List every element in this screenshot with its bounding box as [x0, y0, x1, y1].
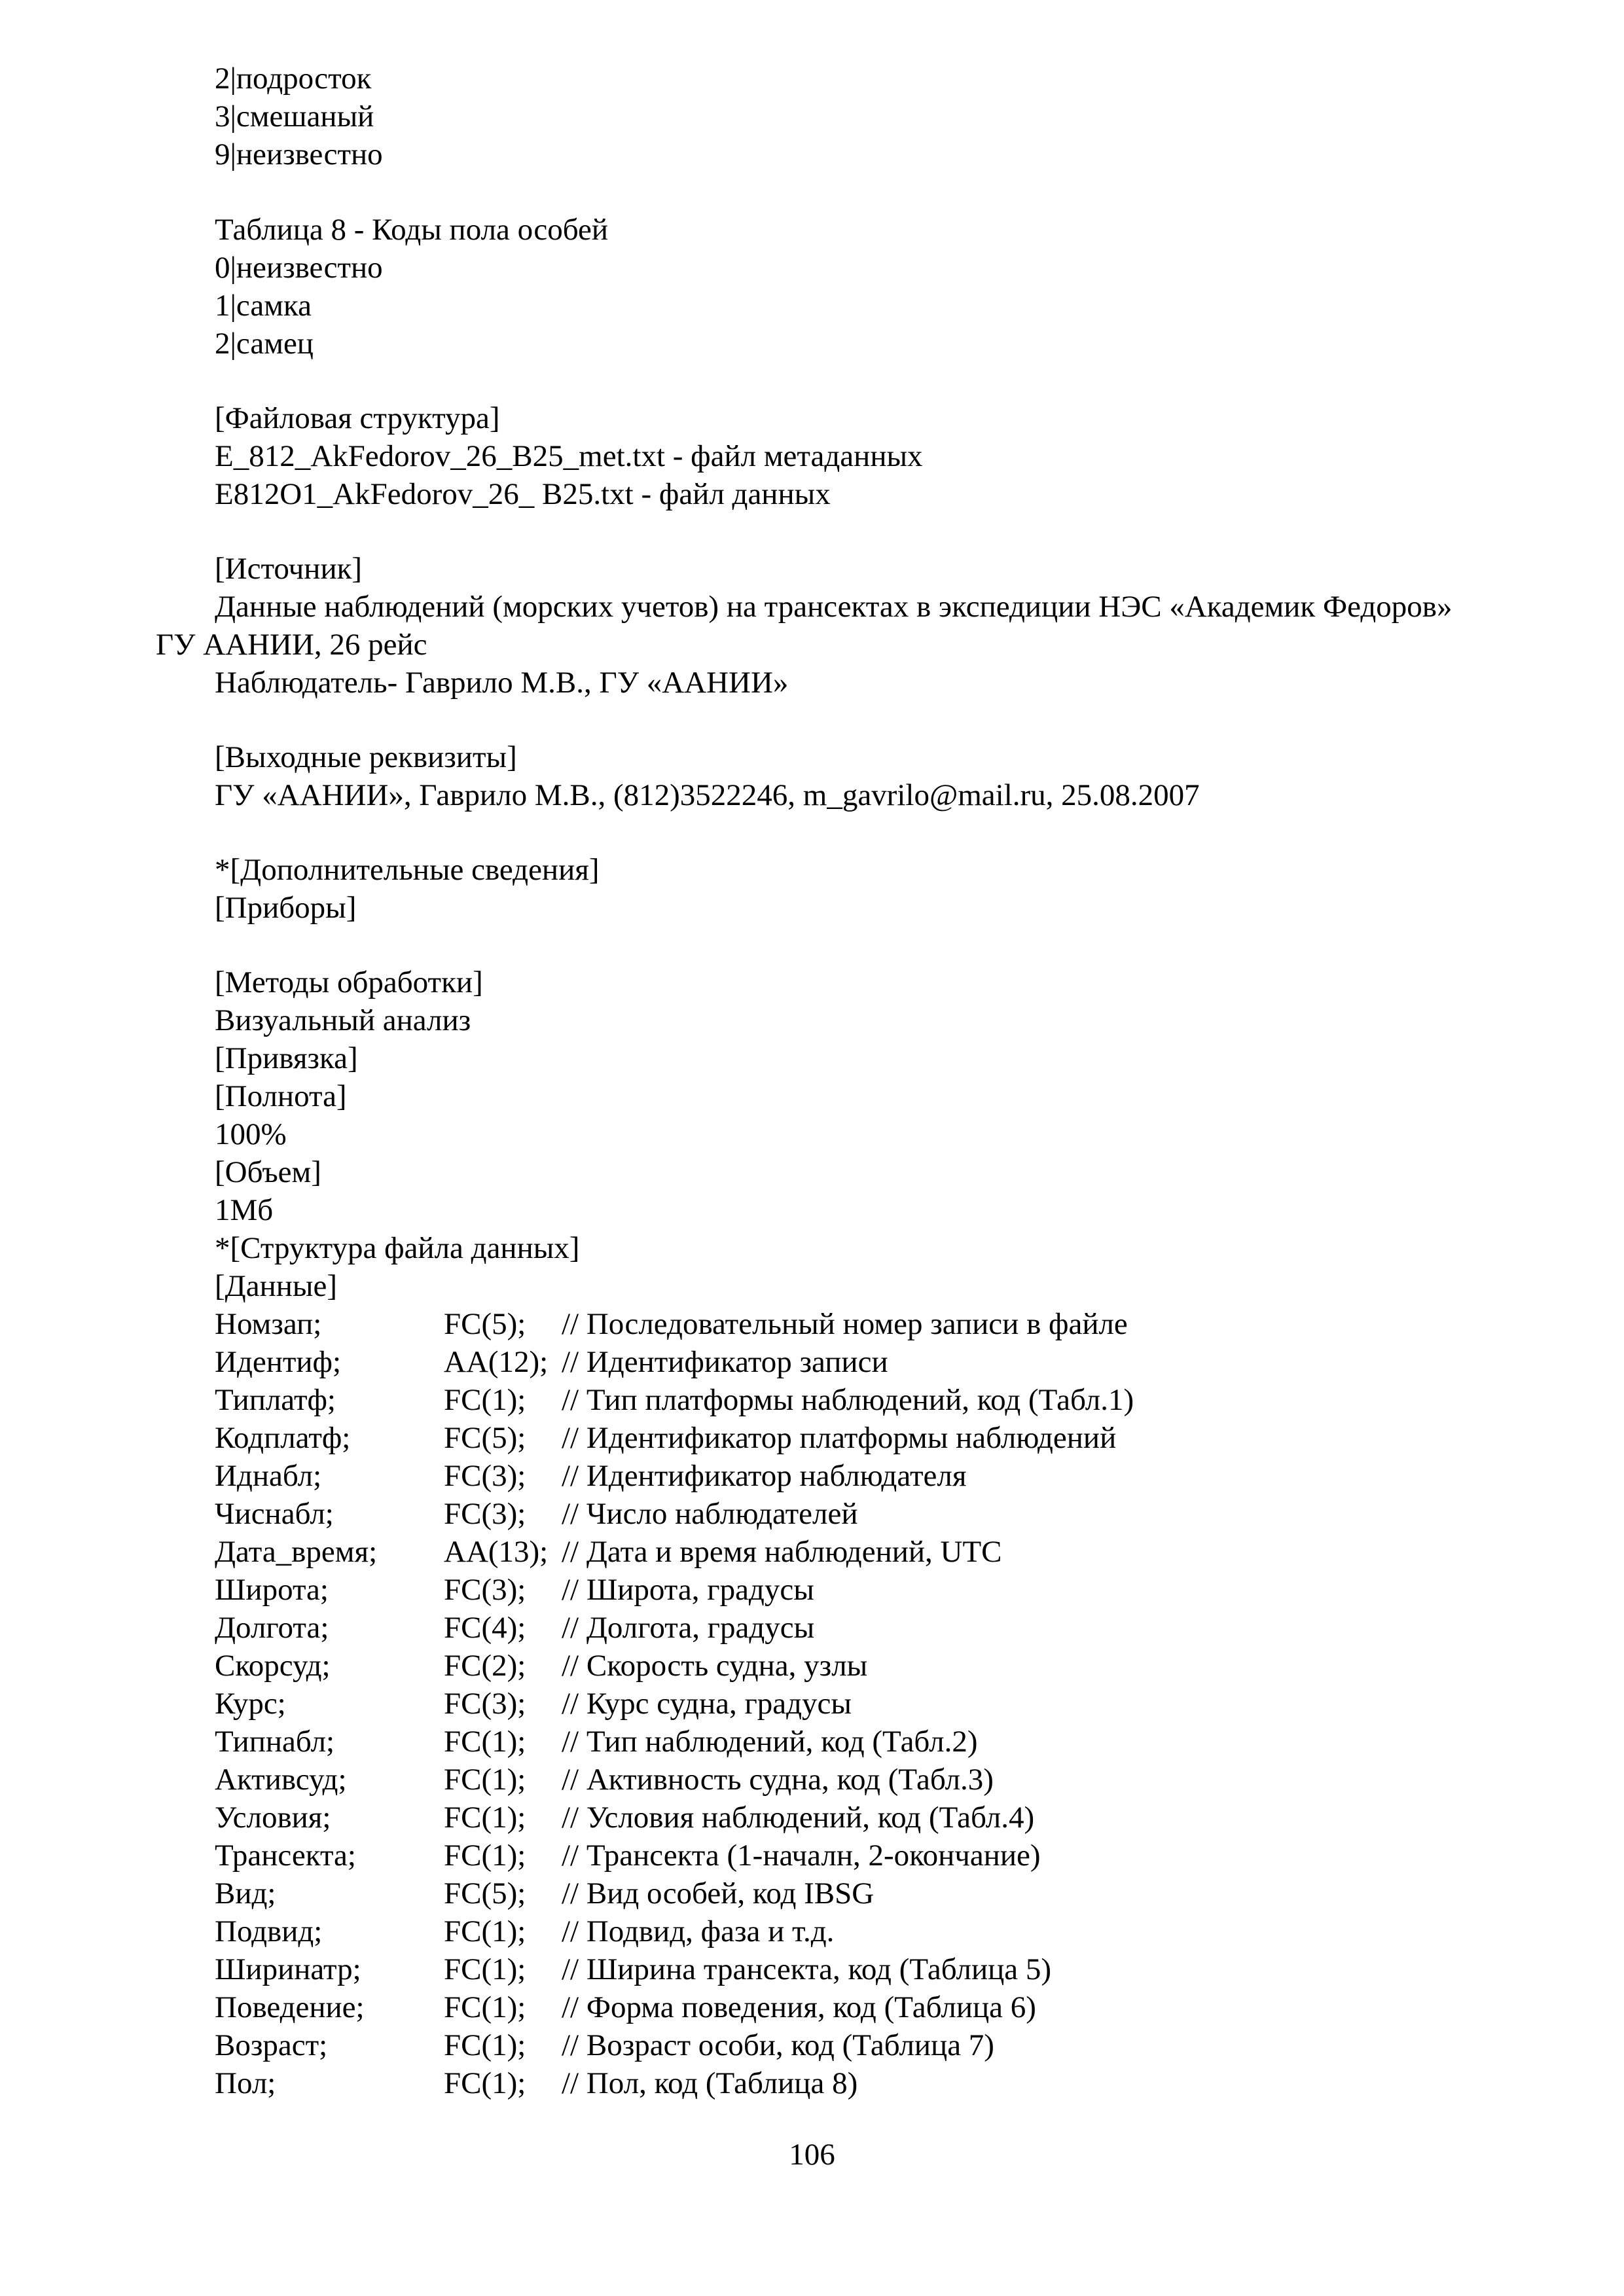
field-type: FC(3);: [444, 1687, 526, 1721]
field-row: [215, 1761, 1589, 1799]
field-name: Активсуд;: [215, 1763, 347, 1797]
field-row: [215, 1799, 1589, 1837]
field-row: [215, 1989, 1589, 2026]
field-row: [215, 2027, 1589, 2064]
field-comment: // Дата и время наблюдений, UTC: [562, 1535, 1002, 1569]
output-line: ГУ «ААНИИ», Гаврило М.В., (812)3522246, m_gavrilo@mail.ru, 25.08.2007: [215, 778, 1200, 812]
field-type: AA(12);: [444, 1345, 549, 1379]
field-comment: // Идентификатор записи: [562, 1345, 888, 1379]
source-line-continuation: ГУ ААНИИ, 26 рейс: [156, 628, 427, 662]
field-comment: // Идентификатор платформы наблюдений: [562, 1421, 1117, 1455]
field-type: FC(3);: [444, 1497, 526, 1531]
page-number: 106: [789, 2138, 835, 2172]
field-type: AA(13);: [444, 1535, 549, 1569]
data-header: [Данные]: [215, 1269, 337, 1303]
field-row: [215, 1496, 1589, 1533]
field-type: FC(1);: [444, 1383, 526, 1417]
field-row: [215, 1951, 1589, 1988]
output-header: [Выходные реквизиты]: [215, 740, 517, 774]
source-header: [Источник]: [215, 552, 363, 586]
field-comment: // Курс судна, градусы: [562, 1687, 852, 1721]
field-type: FC(1);: [444, 1990, 526, 2024]
field-comment: // Число наблюдателей: [562, 1497, 858, 1531]
table8-title: Таблица 8 - Коды пола особей: [215, 213, 608, 247]
field-comment: // Подвид, фаза и т.д.: [562, 1914, 835, 1948]
field-comment: // Долгота, градусы: [562, 1611, 815, 1645]
age-code-line: 2|подросток: [215, 62, 372, 96]
field-type: FC(2);: [444, 1649, 526, 1683]
field-row: [215, 1382, 1589, 1419]
field-comment: // Вид особей, код IBSG: [562, 1876, 875, 1910]
field-type: FC(4);: [444, 1611, 526, 1645]
file-structure-line: E_812_AkFedorov_26_B25_met.txt - файл метаданных: [215, 439, 923, 473]
age-code-line: 3|смешаный: [215, 99, 374, 134]
field-comment: // Скорость судна, узлы: [562, 1649, 868, 1683]
field-name: Условия;: [215, 1801, 331, 1835]
field-comment: // Пол, код (Таблица 8): [562, 2066, 858, 2100]
field-name: Ширинатр;: [215, 1952, 361, 1986]
field-comment: // Возраст особи, код (Таблица 7): [562, 2028, 994, 2062]
volume-header: [Объем]: [215, 1155, 321, 1189]
field-row: [215, 1647, 1589, 1685]
field-name: Чиснабл;: [215, 1497, 334, 1531]
binding-header: [Привязка]: [215, 1041, 358, 1075]
volume-value: 1Мб: [215, 1193, 274, 1227]
field-name: Курс;: [215, 1687, 286, 1721]
field-name: Подвид;: [215, 1914, 323, 1948]
file-structure-line: E812O1_AkFedorov_26_ B25.txt - файл данных: [215, 477, 831, 511]
field-type: FC(1);: [444, 1801, 526, 1835]
field-name: Долгота;: [215, 1611, 329, 1645]
field-row: [215, 1306, 1589, 1343]
field-row: [215, 1609, 1589, 1647]
completeness-header: [Полнота]: [215, 1079, 347, 1113]
structure-header: *[Структура файла данных]: [215, 1231, 580, 1265]
field-type: FC(5);: [444, 1307, 526, 1341]
field-type: FC(1);: [444, 1914, 526, 1948]
field-row: [215, 1685, 1589, 1723]
field-row: [215, 1837, 1589, 1874]
sex-code-line: 0|неизвестно: [215, 251, 383, 285]
field-name: Номзап;: [215, 1307, 322, 1341]
field-comment: // Тип наблюдений, код (Табл.2): [562, 1725, 978, 1759]
file-structure-header: [Файловая структура]: [215, 401, 500, 435]
methods-header: [Методы обработки]: [215, 965, 483, 999]
instruments-header: [Приборы]: [215, 891, 357, 925]
field-type: FC(5);: [444, 1876, 526, 1910]
field-comment: // Трансекта (1-началн, 2-окончание): [562, 1839, 1041, 1873]
field-name: Пол;: [215, 2066, 276, 2100]
field-comment: // Ширина трансекта, код (Таблица 5): [562, 1952, 1052, 1986]
field-name: Идентиф;: [215, 1345, 342, 1379]
field-comment: // Тип платформы наблюдений, код (Табл.1): [562, 1383, 1134, 1417]
field-row: [215, 1534, 1589, 1571]
observer-line: Наблюдатель- Гаврило М.В., ГУ «ААНИИ»: [215, 666, 789, 700]
field-name: Вид;: [215, 1876, 276, 1910]
field-type: FC(5);: [444, 1421, 526, 1455]
field-row: [215, 1723, 1589, 1761]
field-type: FC(1);: [444, 1725, 526, 1759]
field-name: Типлатф;: [215, 1383, 336, 1417]
field-name: Дата_время;: [215, 1535, 378, 1569]
field-comment: // Форма поведения, код (Таблица 6): [562, 1990, 1036, 2024]
field-name: Иднабл;: [215, 1459, 322, 1493]
field-comment: // Идентификатор наблюдателя: [562, 1459, 967, 1493]
field-type: FC(1);: [444, 2066, 526, 2100]
age-code-line: 9|неизвестно: [215, 137, 383, 171]
field-name: Кодплатф;: [215, 1421, 351, 1455]
field-type: FC(1);: [444, 1763, 526, 1797]
field-row: [215, 1875, 1589, 1912]
field-comment: // Широта, градусы: [562, 1573, 814, 1607]
field-row: [215, 1420, 1589, 1457]
field-comment: // Активность судна, код (Табл.3): [562, 1763, 994, 1797]
field-comment: // Условия наблюдений, код (Табл.4): [562, 1801, 1035, 1835]
field-type: FC(1);: [444, 1952, 526, 1986]
field-name: Скорсуд;: [215, 1649, 331, 1683]
field-type: FC(1);: [444, 2028, 526, 2062]
field-name: Типнабл;: [215, 1725, 335, 1759]
field-row: [215, 1571, 1589, 1609]
field-name: Трансекта;: [215, 1839, 356, 1873]
field-comment: // Последовательный номер записи в файле: [562, 1307, 1128, 1341]
field-type: FC(1);: [444, 1839, 526, 1873]
completeness-value: 100%: [215, 1117, 287, 1151]
field-type: FC(3);: [444, 1459, 526, 1493]
field-row: [215, 1913, 1589, 1950]
extra-header: *[Дополнительные сведения]: [215, 853, 600, 887]
sex-code-line: 2|самец: [215, 327, 314, 361]
field-name: Поведение;: [215, 1990, 365, 2024]
field-row: [215, 1344, 1589, 1381]
field-name: Широта;: [215, 1573, 329, 1607]
field-name: Возраст;: [215, 2028, 328, 2062]
field-row: [215, 1458, 1589, 1495]
sex-code-line: 1|самка: [215, 289, 312, 323]
field-row: [215, 2065, 1589, 2102]
field-type: FC(3);: [444, 1573, 526, 1607]
methods-value: Визуальный анализ: [215, 1003, 471, 1037]
source-line: Данные наблюдений (морских учетов) на трансектах в экспедиции НЭС «Академик Федоров»: [215, 590, 1453, 624]
